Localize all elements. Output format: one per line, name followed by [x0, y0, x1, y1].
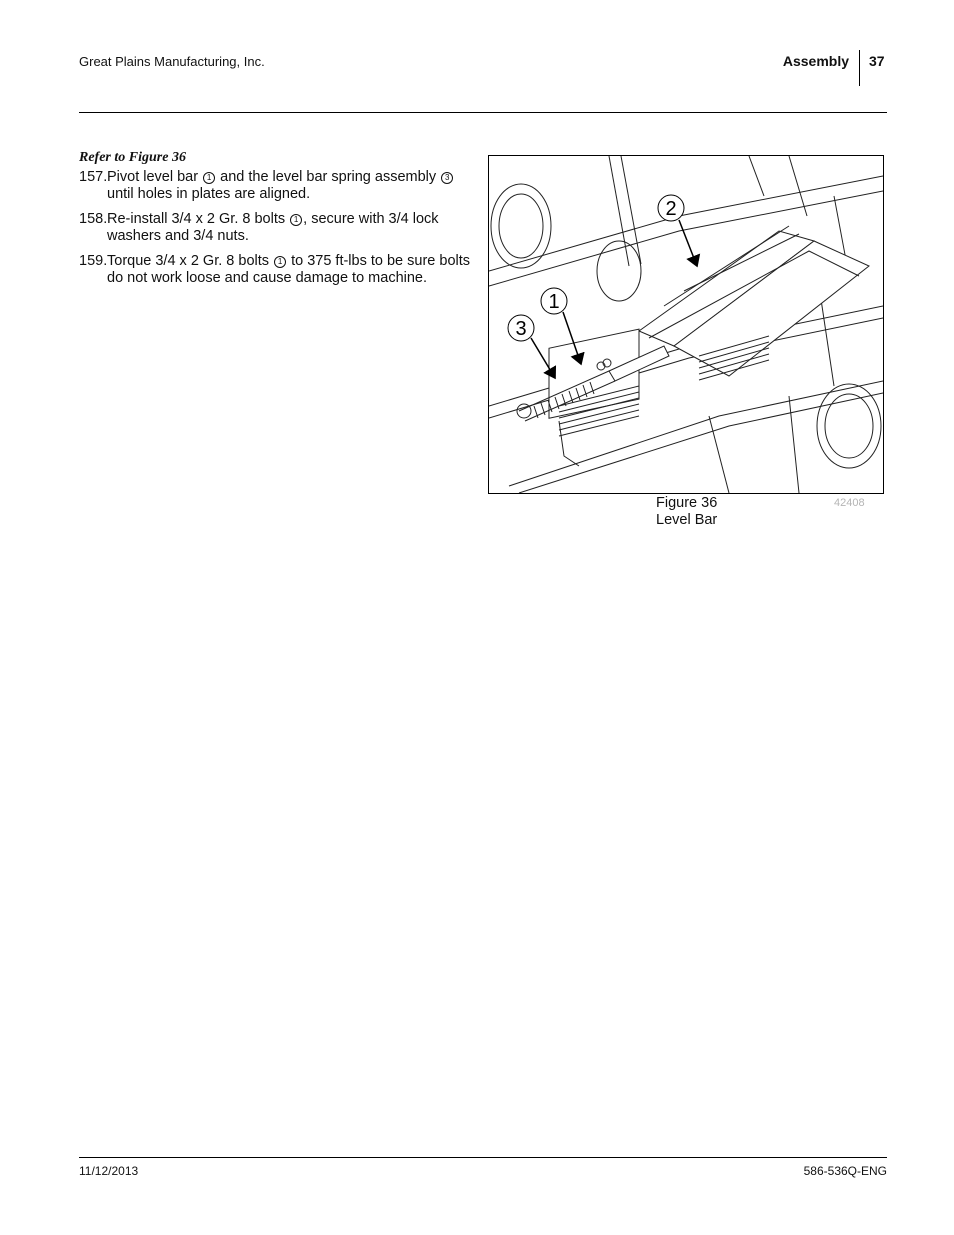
step-list [79, 169, 479, 295]
step-text: and the level bar spring assembly [216, 169, 441, 185]
callout-3: 3 [515, 318, 527, 340]
callout-ref: 3 [441, 172, 453, 184]
footer-rule [79, 1157, 887, 1158]
figure-title: Level Bar [656, 512, 718, 528]
figure-id: 42408 [834, 497, 865, 509]
step-number: 158. [79, 211, 108, 227]
callout-ref: 1 [274, 256, 286, 268]
figure-caption [656, 495, 717, 529]
step-text: Re-install 3/4 x 2 Gr. 8 bolts [107, 211, 290, 227]
step-157 [79, 169, 479, 203]
footer-date: 11/12/2013 [79, 1164, 139, 1178]
header-divider [859, 50, 860, 86]
figure-36 [488, 155, 884, 494]
header-rule [79, 112, 887, 113]
step-text: until holes in plates are aligned. [107, 186, 311, 202]
step-text: Pivot level bar [107, 169, 203, 185]
step-158 [79, 211, 479, 245]
leader-2 [679, 220, 697, 266]
step-number: 157. [79, 169, 108, 185]
page-number: 37 [869, 53, 885, 69]
figure-reference: Refer to Figure 36 [79, 150, 186, 165]
step-text: Torque 3/4 x 2 Gr. 8 bolts [107, 253, 274, 269]
level-bar-illustration [489, 156, 883, 493]
callout-1: 1 [548, 291, 560, 313]
step-159 [79, 253, 479, 287]
section-title: Assembly [782, 53, 849, 69]
callout-2: 2 [665, 198, 677, 220]
step-number: 159. [79, 253, 108, 269]
callout-ref: 1 [290, 214, 302, 226]
step-text: to 375 ft-lbs to be sure bolts do not work loose and cause damage to machine. [107, 253, 471, 286]
callout-ref: 1 [203, 172, 215, 184]
figure-number: Figure 36 [656, 495, 718, 511]
company-name: Great Plains Manufacturing, Inc. [79, 54, 265, 69]
step-text: , secure with 3/4 lock washers and 3/4 nuts. [107, 211, 439, 244]
footer-doc-number: 586-536Q-ENG [803, 1164, 887, 1178]
